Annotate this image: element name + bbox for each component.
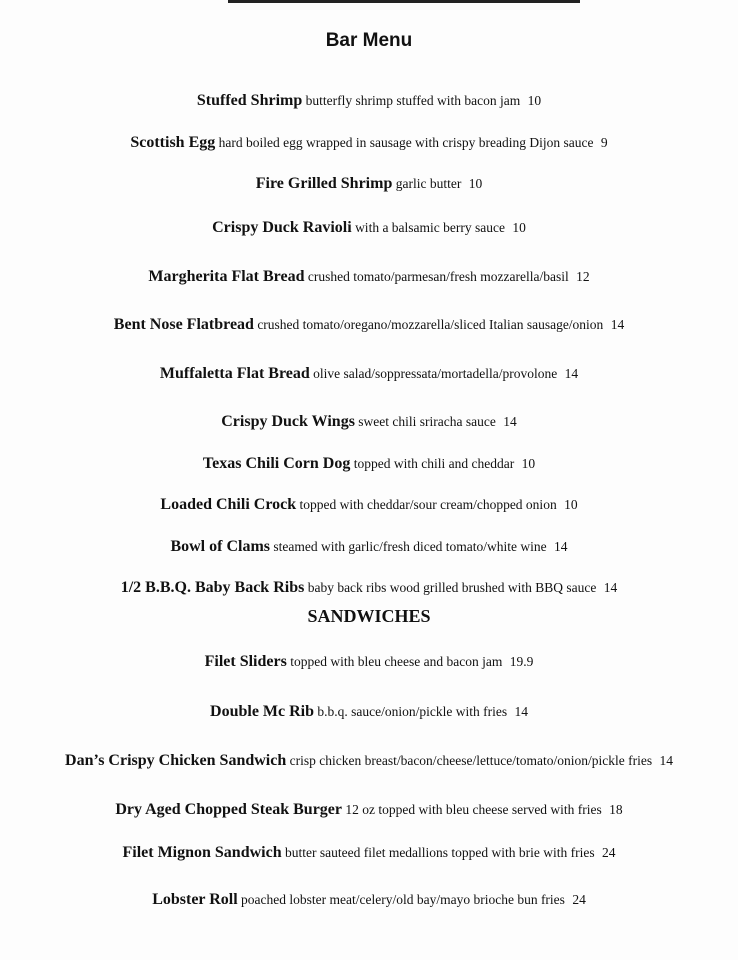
item-price: 10 — [468, 176, 483, 191]
item-price: 10 — [512, 220, 526, 235]
item-name: Crispy Duck Wings — [221, 413, 355, 430]
item-description: crushed tomato/parmesan/fresh mozzarella/basil — [307, 269, 569, 284]
section-heading-sandwiches: SANDWICHES — [307, 606, 431, 626]
item-name: Dry Aged Chopped Steak Burger — [115, 801, 342, 818]
item-description: topped with cheddar/sour cream/chopped onion — [299, 497, 557, 512]
menu-item — [0, 316, 738, 334]
item-price: 10 — [564, 497, 578, 512]
item-description: b.b.q. sauce/onion/pickle with fries — [317, 704, 508, 719]
menu-item — [0, 703, 738, 721]
item-description: olive salad/soppressata/mortadella/provolone — [313, 366, 558, 381]
item-price: 19.9 — [509, 654, 534, 669]
menu-item — [0, 134, 738, 152]
item-name: Stuffed Shrimp — [196, 92, 303, 109]
item-price: 14 — [514, 704, 528, 719]
item-name: Filet Mignon Sandwich — [122, 844, 282, 861]
menu-item — [0, 413, 738, 431]
item-name: Loaded Chili Crock — [160, 496, 297, 513]
item-description: garlic butter — [395, 176, 462, 191]
item-name: Muffaletta Flat Bread — [159, 365, 310, 382]
top-divider — [228, 0, 580, 3]
item-price: 14 — [610, 317, 625, 332]
item-price: 10 — [527, 93, 542, 108]
item-name: Lobster Roll — [152, 891, 238, 908]
menu-item — [0, 579, 738, 597]
item-price: 14 — [603, 580, 618, 595]
menu-item — [0, 752, 738, 770]
item-price: 9 — [600, 135, 608, 150]
item-name: 1/2 B.B.Q. Baby Back Ribs — [120, 579, 305, 596]
item-price: 12 — [576, 269, 590, 284]
item-description: crisp chicken breast/bacon/cheese/lettuce/tomato/onion/pickle fries — [289, 753, 653, 768]
menu-item — [0, 844, 738, 862]
item-description: 12 oz topped with bleu cheese served with fries — [345, 802, 602, 817]
item-name: Fire Grilled Shrimp — [255, 175, 393, 192]
menu-title: Bar Menu — [325, 30, 413, 51]
menu-item — [0, 891, 738, 909]
item-description: with a balsamic berry sauce — [355, 220, 505, 235]
menu-item — [0, 455, 738, 473]
menu-item — [0, 801, 738, 819]
item-price: 24 — [602, 845, 616, 860]
item-price: 10 — [521, 456, 536, 471]
item-price: 24 — [572, 892, 586, 907]
menu-item — [0, 92, 738, 110]
item-description: hard boiled egg wrapped in sausage with crispy breading Dijon sauce — [218, 135, 594, 150]
item-price: 14 — [659, 753, 673, 768]
item-price: 14 — [503, 414, 517, 429]
item-name: Crispy Duck Ravioli — [212, 219, 352, 236]
item-name: Double Mc Rib — [210, 703, 315, 720]
item-description: butter sauteed filet medallions topped with brie with fries — [284, 845, 595, 860]
menu-item — [0, 496, 738, 514]
menu-item — [0, 219, 738, 237]
item-name: Bowl of Clams — [170, 538, 270, 555]
item-name: Texas Chili Corn Dog — [202, 455, 351, 472]
item-price: 14 — [554, 539, 568, 554]
item-price: 18 — [609, 802, 623, 817]
item-name: Bent Nose Flatbread — [113, 316, 254, 333]
item-name: Scottish Egg — [130, 134, 216, 151]
menu-item — [0, 653, 738, 671]
item-description: steamed with garlic/fresh diced tomato/white wine — [273, 539, 547, 554]
item-description: butterfly shrimp stuffed with bacon jam — [305, 93, 521, 108]
item-name: Margherita Flat Bread — [148, 268, 305, 285]
item-description: poached lobster meat/celery/old bay/mayo brioche bun fries — [241, 892, 565, 907]
item-description: crushed tomato/oregano/mozzarella/sliced Italian sausage/onion — [257, 317, 604, 332]
item-description: topped with chili and cheddar — [353, 456, 515, 471]
menu-item — [0, 538, 738, 556]
menu-item — [0, 175, 738, 193]
item-description: sweet chili sriracha sauce — [358, 414, 496, 429]
item-description: baby back ribs wood grilled brushed with BBQ sauce — [307, 580, 597, 595]
item-name: Dan’s Crispy Chicken Sandwich — [65, 752, 287, 769]
item-price: 14 — [564, 366, 579, 381]
item-name: Filet Sliders — [204, 653, 287, 670]
menu-item — [0, 268, 738, 286]
item-description: topped with bleu cheese and bacon jam — [290, 654, 503, 669]
menu-item — [0, 365, 738, 383]
